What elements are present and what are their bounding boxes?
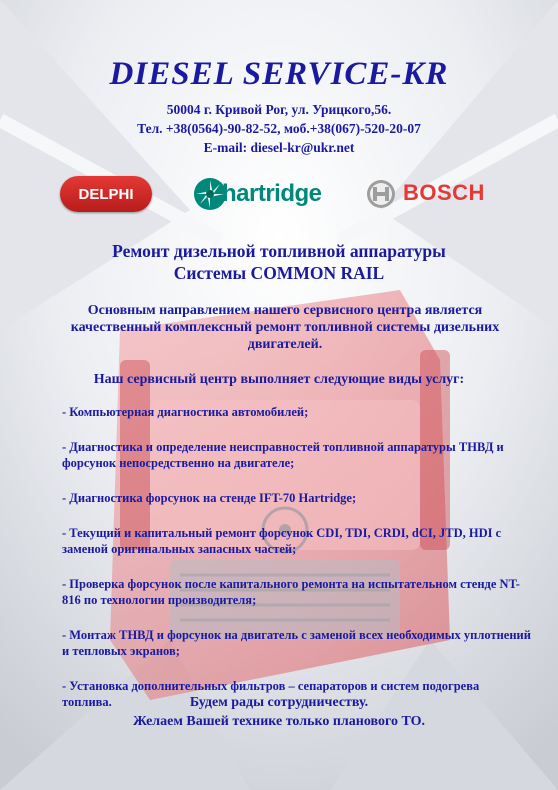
contact-block bbox=[0, 100, 558, 157]
phone-text: Тел. +38(0564)-90-82-52, моб.+38(067)-520-20-07 bbox=[137, 121, 421, 136]
intro-paragraph: Основным направлением нашего сервисного центра является качественный комплексный ремонт топливной системы дизельних двигателей. bbox=[70, 303, 500, 352]
hartridge-logo bbox=[192, 174, 337, 214]
delphi-logo bbox=[60, 176, 152, 212]
bosch-armature-icon bbox=[365, 178, 397, 210]
service-item: - Установка дополнительных фильтров – сепараторов и систем подогрева топлива. bbox=[62, 679, 480, 709]
hartridge-logo-text: hartridge bbox=[222, 180, 322, 207]
closing-line-2: Желаем Вашей технике только планового ТО. bbox=[132, 714, 426, 729]
closing-line-1: Будем рады сотрудничеству. bbox=[189, 695, 369, 710]
service-item: - Проверка форсунок после капитального ремонта на испытательном стенде NT-816 по технологии производителя; bbox=[62, 577, 520, 607]
heading-line-1: Ремонт дизельной топливной аппаратуры bbox=[112, 241, 446, 261]
services-list bbox=[62, 404, 532, 729]
service-heading bbox=[0, 240, 558, 284]
bosch-logo bbox=[365, 176, 500, 212]
partner-logos bbox=[0, 170, 558, 220]
bosch-logo-text: BOSCH bbox=[403, 180, 485, 205]
closing-block bbox=[0, 693, 558, 731]
service-item: - Компьютерная диагностика автомобилей; bbox=[62, 405, 309, 419]
service-item: - Монтаж ТНВД и форсунок на двигатель с заменой всех необходимых уплотнений и тепловых экранов; bbox=[62, 628, 531, 658]
address-text: 50004 г. Кривой Рог, ул. Урицкого,56. bbox=[166, 102, 392, 117]
service-item: - Текущий и капитальный ремонт форсунок CDI, TDI, CRDI, dCI, JTD, HDI с заменой оригинальных запасных частей; bbox=[62, 526, 502, 556]
heading-line-2: Системы COMMON RAIL bbox=[173, 263, 385, 283]
service-item: - Диагностика форсунок на стенде IFT-70 Hartridge; bbox=[62, 491, 357, 505]
services-title: Наш сервисный центр выполняет следующие виды услуг: bbox=[93, 372, 465, 387]
email-text: E-mail: diesel-kr@ukr.net bbox=[203, 140, 355, 155]
company-name: DIESEL SERVICE-KR bbox=[109, 56, 449, 92]
delphi-logo-text: DELPHI bbox=[78, 185, 134, 203]
service-item: - Диагностика и определение неисправностей топливной аппаратуры ТНВД и форсунок непосредственно на двигателе; bbox=[62, 440, 504, 470]
